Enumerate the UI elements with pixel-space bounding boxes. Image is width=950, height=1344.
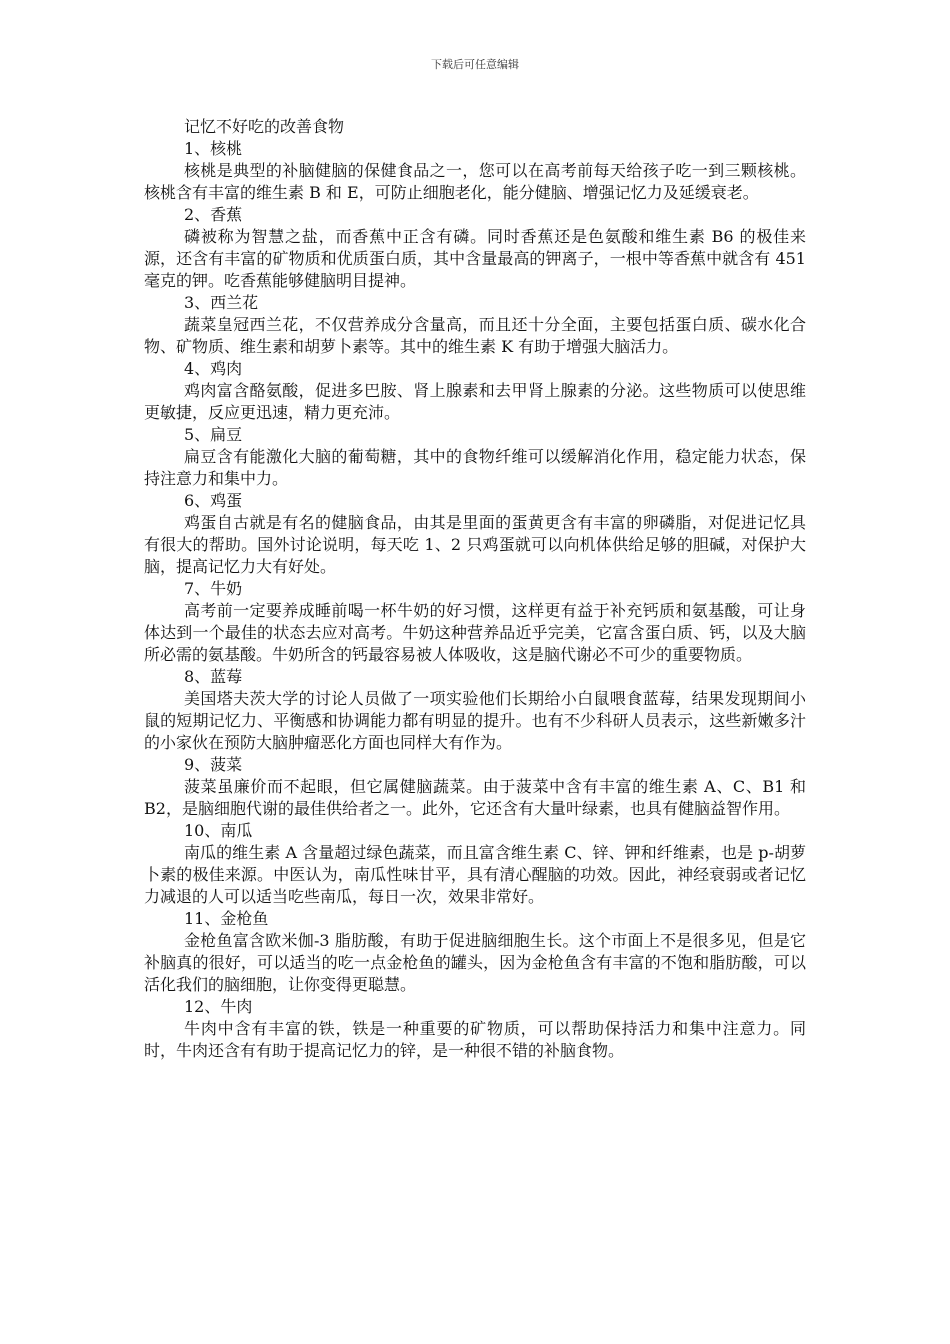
section-heading-broccoli: 3、西兰花 [184,293,259,312]
page-header: 下载后可任意编辑 [431,58,519,71]
section-body-pumpkin: 南瓜的维生素 A 含量超过绿色蔬菜，而且富含维生素 C、锌、钾和纤维素，也是 p-胡萝卜素的极佳来源。中医认为，南瓜性味甘平，具有清心醒脑的功效。因此，神经衰弱或者记忆力减退的人可以适当吃些南瓜，每日一次，效果非常好。 [144,843,806,906]
section-body-blueberry: 美国塔夫茨大学的讨论人员做了一项实验他们长期给小白鼠喂食蓝莓，结果发现期间小鼠的短期记忆力、平衡感和协调能力都有明显的提升。也有不少科研人员表示，这些新嫩多汁的小家伙在预防大脑肿瘤恶化方面也同样大有作为。 [144,689,806,752]
document-title: 记忆不好吃的改善食物 [184,117,345,136]
section-heading-spinach: 9、菠菜 [184,755,243,774]
section-heading-beef: 12、牛肉 [184,997,253,1016]
section-heading-blueberry: 8、蓝莓 [184,667,243,686]
section-heading-pumpkin: 10、南瓜 [184,821,253,840]
section-heading-egg: 6、鸡蛋 [184,491,243,510]
section-body-spinach: 菠菜虽廉价而不起眼，但它属健脑蔬菜。由于菠菜中含有丰富的维生素 A、C、B1 和 B2，是脑细胞代谢的最佳供给者之一。此外，它还含有大量叶绿素，也具有健脑益智作用。 [144,777,806,818]
section-heading-lentils: 5、扁豆 [184,425,243,444]
section-body-egg: 鸡蛋自古就是有名的健脑食品，由其是里面的蛋黄更含有丰富的卵磷脂，对促进记忆具有很大的帮助。国外讨论说明，每天吃 1、2 只鸡蛋就可以向机体供给足够的胆碱，对保护大脑，提高记忆力大有好处。 [144,513,806,576]
section-body-beef: 牛肉中含有丰富的铁，铁是一种重要的矿物质，可以帮助保持活力和集中注意力。同时，牛肉还含有有助于提高记忆力的锌，是一种很不错的补脑食物。 [144,1019,806,1060]
section-heading-banana: 2、香蕉 [184,205,243,224]
section-body-lentils: 扁豆含有能激化大脑的葡萄糖，其中的食物纤维可以缓解消化作用，稳定能力状态，保持注意力和集中力。 [144,447,806,488]
section-heading-walnut: 1、核桃 [184,139,243,158]
section-body-banana: 磷被称为智慧之盐，而香蕉中正含有磷。同时香蕉还是色氨酸和维生素 B6 的极佳来源，还含有丰富的矿物质和优质蛋白质，其中含量最高的钾离子，一根中等香蕉中就含有 451 毫克的钾。吃香蕉能够健脑明目提神。 [144,227,806,290]
section-body-milk: 高考前一定要养成睡前喝一杯牛奶的好习惯，这样更有益于补充钙质和氨基酸，可让身体达到一个最佳的状态去应对高考。牛奶这种营养品近乎完美，它富含蛋白质、钙，以及大脑所必需的氨基酸。牛奶所含的钙最容易被人体吸收，这是脑代谢必不可少的重要物质。 [144,601,806,664]
section-body-tuna: 金枪鱼富含欧米伽-3 脂肪酸，有助于促进脑细胞生长。这个市面上不是很多见，但是它补脑真的很好，可以适当的吃一点金枪鱼的罐头，因为金枪鱼含有丰富的不饱和脂肪酸，可以活化我们的脑细胞，让你变得更聪慧。 [144,931,806,994]
section-heading-chicken: 4、鸡肉 [184,359,243,378]
section-heading-tuna: 11、金枪鱼 [184,909,269,928]
section-heading-milk: 7、牛奶 [184,579,243,598]
section-body-broccoli: 蔬菜皇冠西兰花，不仅营养成分含量高，而且还十分全面，主要包括蛋白质、碳水化合物、矿物质、维生素和胡萝卜素等。其中的维生素 K 有助于增强大脑活力。 [144,315,806,356]
document-body [144,116,806,1062]
section-body-walnut: 核桃是典型的补脑健脑的保健食品之一，您可以在高考前每天给孩子吃一到三颗核桃。核桃含有丰富的维生素 B 和 E，可防止细胞老化，能分健脑、增强记忆力及延缓衰老。 [144,161,806,202]
section-body-chicken: 鸡肉富含酪氨酸，促进多巴胺、肾上腺素和去甲肾上腺素的分泌。这些物质可以使思维更敏捷，反应更迅速，精力更充沛。 [144,381,806,422]
